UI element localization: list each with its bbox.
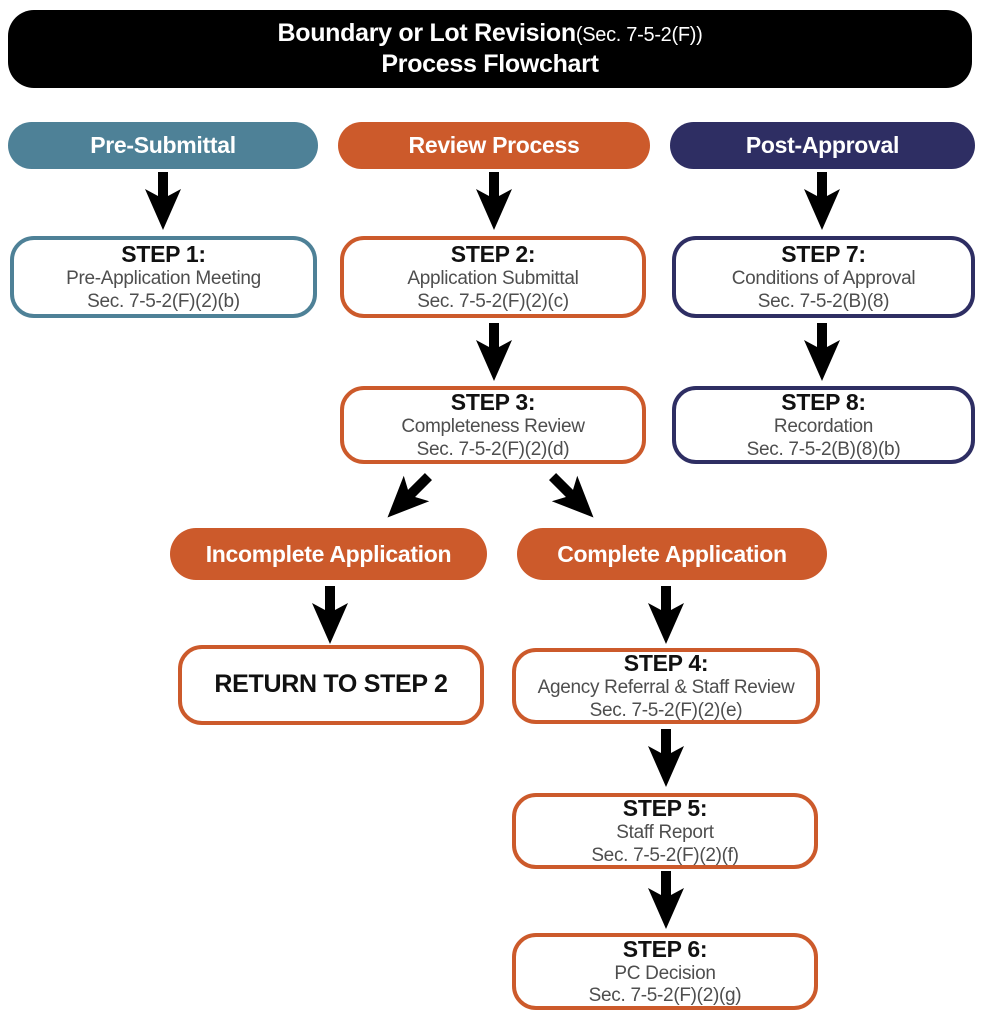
- step-1-box: [10, 236, 317, 318]
- step-4-title: STEP 4:: [623, 650, 709, 677]
- down-arrow-icon: [311, 586, 349, 644]
- step-2-box: [340, 236, 646, 318]
- title-bar: [8, 10, 972, 88]
- step-8-title: STEP 8:: [781, 389, 866, 416]
- step-5-box: [512, 793, 818, 869]
- step-3-title: STEP 3:: [450, 389, 536, 416]
- down-right-arrow-icon: [539, 463, 607, 531]
- step-1-section: Sec. 7-5-2(F)(2)(b): [87, 290, 240, 312]
- down-arrow-icon: [144, 172, 182, 230]
- step-5-title: STEP 5:: [622, 795, 708, 822]
- step-2-title: STEP 2:: [450, 241, 536, 268]
- step-6-title: STEP 6:: [622, 935, 708, 962]
- down-left-arrow-icon: [374, 463, 442, 531]
- step-7-box: [672, 236, 975, 318]
- complete-application-label: Complete Application: [557, 540, 787, 567]
- title-main: Boundary or Lot Revision: [277, 18, 576, 47]
- step-4-box: [512, 648, 820, 724]
- down-arrow-icon: [803, 172, 841, 230]
- return-to-step-2-label: RETURN TO STEP 2: [214, 670, 448, 699]
- down-arrow-icon: [475, 172, 513, 230]
- lane-header-pre-submittal-label: Pre-Submittal: [90, 132, 236, 158]
- title-line-1: [277, 18, 702, 49]
- down-arrow-icon: [803, 323, 841, 381]
- incomplete-application-pill: [170, 528, 487, 580]
- complete-application-pill: [517, 528, 827, 580]
- lane-header-review-process: [338, 122, 650, 169]
- step-6-section: Sec. 7-5-2(F)(2)(g): [588, 985, 742, 1007]
- step-6-description: PC Decision: [614, 962, 716, 984]
- step-7-description: Conditions of Approval: [731, 268, 916, 290]
- step-7-section: Sec. 7-5-2(B)(8): [757, 290, 890, 312]
- step-1-description: Pre-Application Meeting: [66, 268, 261, 290]
- step-5-description: Staff Report: [616, 822, 714, 844]
- step-2-description: Application Submittal: [407, 268, 579, 290]
- down-arrow-icon: [475, 323, 513, 381]
- step-8-section: Sec. 7-5-2(B)(8)(b): [746, 438, 901, 460]
- incomplete-application-label: Incomplete Application: [205, 540, 452, 567]
- title-section-ref: (Sec. 7-5-2(F)): [575, 23, 703, 46]
- step-3-box: [340, 386, 646, 464]
- step-8-box: [672, 386, 975, 464]
- step-6-box: [512, 933, 818, 1010]
- return-to-step-2-box: [178, 645, 484, 725]
- step-8-description: Recordation: [773, 416, 874, 438]
- down-arrow-icon: [647, 729, 685, 787]
- lane-header-pre-submittal: [8, 122, 318, 169]
- title-subtitle: Process Flowchart: [381, 50, 599, 78]
- step-4-description: Agency Referral & Staff Review: [537, 677, 795, 699]
- down-arrow-icon: [647, 871, 685, 929]
- step-3-section: Sec. 7-5-2(F)(2)(d): [416, 438, 570, 460]
- step-5-section: Sec. 7-5-2(F)(2)(f): [591, 844, 739, 866]
- down-arrow-icon: [647, 586, 685, 644]
- step-2-section: Sec. 7-5-2(F)(2)(c): [417, 290, 569, 312]
- lane-header-post-approval-label: Post-Approval: [745, 132, 900, 158]
- step-1-title: STEP 1:: [121, 241, 206, 268]
- lane-header-review-process-label: Review Process: [408, 132, 580, 158]
- lane-header-post-approval: [670, 122, 975, 169]
- step-4-section: Sec. 7-5-2(F)(2)(e): [589, 699, 743, 721]
- step-7-title: STEP 7:: [781, 241, 866, 268]
- step-3-description: Completeness Review: [401, 416, 585, 438]
